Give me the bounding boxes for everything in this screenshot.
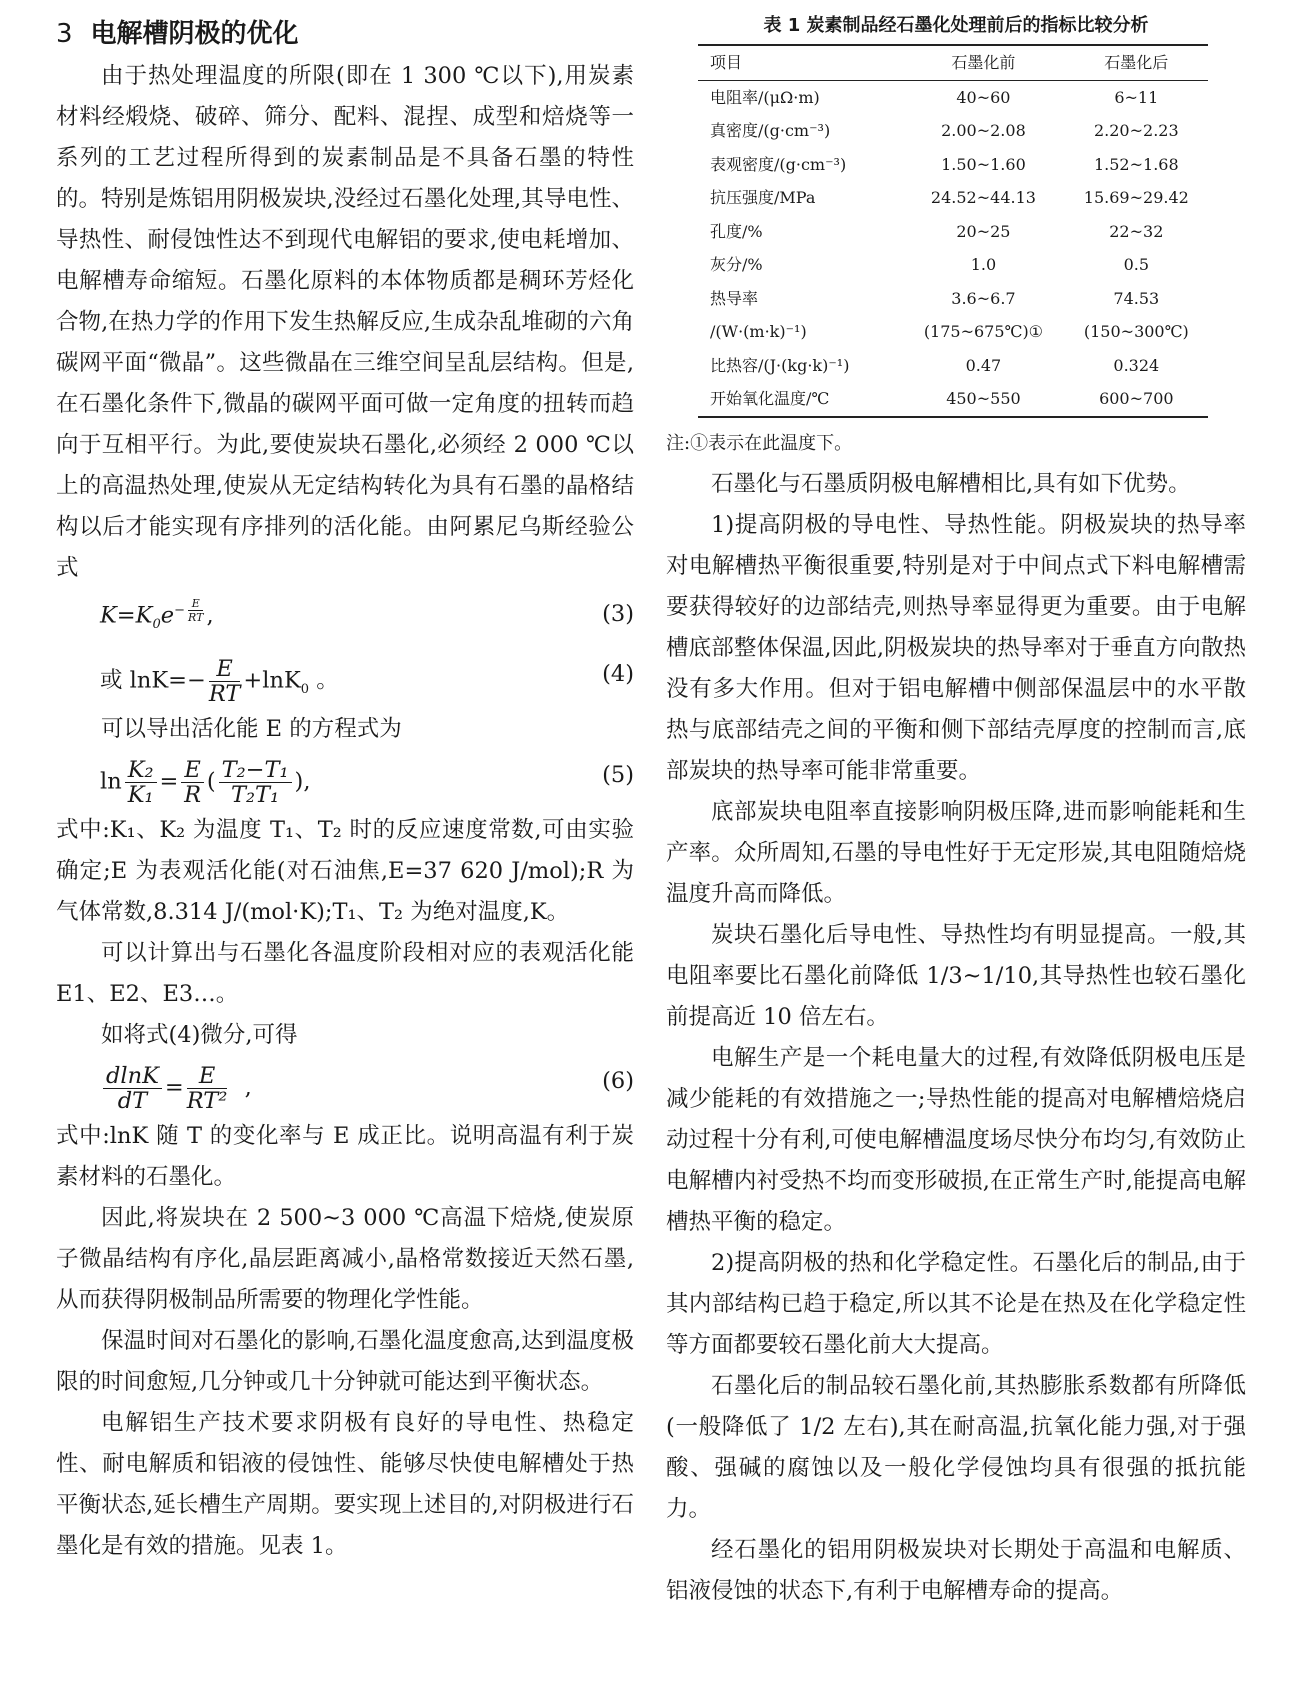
table-cell: 2.00~2.08 (941, 121, 1026, 140)
right-column (666, 14, 1246, 1612)
left-column (56, 14, 634, 1567)
section-number: 3 (56, 19, 73, 49)
table-cell: 22~32 (1109, 221, 1164, 241)
table-cell: 电阻率/(μΩ·m) (710, 87, 820, 107)
table-header: 项目 (698, 45, 902, 80)
table-cell: 15.69~29.42 (1083, 188, 1189, 207)
table-note: 注:①表示在此温度下。 (666, 432, 853, 454)
equation-tag: (3) (602, 601, 634, 627)
table-header: 石墨化后 (1065, 45, 1208, 80)
table-cell: 450~550 (902, 382, 1064, 417)
table-row (698, 181, 1208, 215)
equation-tag: (4) (602, 661, 634, 687)
table-cell: (175~675℃)① (923, 322, 1044, 341)
table-cell: 灰分/% (710, 255, 763, 274)
table-cell: 孔度/% (710, 221, 763, 241)
equation-6: $\frac{dlnK}{dT}$ = $\frac{E}{\text{RT²}}$ , (6) (56, 1056, 634, 1116)
table-cell: 真密度/(g·cm⁻³) (710, 121, 831, 140)
table-row (698, 215, 1208, 249)
paragraph: 石墨化与石墨质阴极电解槽相比,具有如下优势。 (711, 470, 1191, 497)
equation-tag: (5) (602, 762, 634, 788)
table-row (698, 315, 1208, 349)
table-row (698, 349, 1208, 383)
table-cell: 600~700 (1065, 382, 1208, 417)
table-row (698, 382, 1208, 417)
table-cell: 20~25 (956, 221, 1011, 241)
table-cell: 热导率 (710, 288, 759, 308)
paragraph: 保温时间对石墨化的影响,石墨化温度愈高,达到温度极限的时间愈短,几分钟或几十分钟就可能达到平衡状态。 (56, 1328, 634, 1395)
section-heading (56, 14, 634, 54)
table-cell: 2.20~2.23 (1093, 121, 1179, 140)
table-cell: 比热容/(J·(kg·k)⁻¹) (710, 355, 850, 375)
paragraph: 底部炭块电阻率直接影响阴极压降,进而影响能耗和生产率。众所周知,石墨的导电性好于无定形炭,其电阻随焙烧温度升高而降低。 (666, 798, 1246, 907)
table-cell: 74.53 (1113, 288, 1160, 308)
equation-3: $K=K_0e^{- \frac{E}{RT}}$ , (3) (100, 597, 634, 632)
table-cell: 40~60 (956, 87, 1011, 107)
table-cell: 6~11 (1114, 87, 1159, 107)
paragraph: 2)提高阴极的热和化学稳定性。石墨化后的制品,由于其内部结构已趋于稳定,所以其不论是在热及在化学稳定性等方面都要较石墨化前大大提高。 (666, 1249, 1246, 1358)
table-header-row (698, 45, 1208, 80)
table-row (698, 148, 1208, 182)
table-cell: 0.324 (1113, 355, 1160, 375)
paragraph: 炭块石墨化后导电性、导热性均有明显提高。一般,其电阻率要比石墨化前降低 1/3~1/10,其导热性也较石墨化前提高近 10 倍左右。 (666, 921, 1246, 1030)
table-row (698, 114, 1208, 148)
table-cell: 1.52~1.68 (1093, 154, 1179, 174)
comparison-table (698, 44, 1208, 418)
table-cell: 表观密度/(g·cm⁻³) (710, 154, 847, 174)
table-cell: 3.6~6.7 (951, 288, 1016, 308)
paragraph: 电解生产是一个耗电量大的过程,有效降低阴极电压是减少能耗的有效措施之一;导热性能的提高对电解槽焙烧启动过程十分有利,可使电解槽温度场尽快分布均匀,有效防止电解槽内衬受热不均而变形破损,在正常生产时,能提高电解槽热平衡的稳定。 (666, 1044, 1246, 1235)
table-cell: 1.50~1.60 (941, 154, 1026, 174)
paragraph: 如将式(4)微分,可得 (101, 1022, 298, 1048)
paragraph: 电解铝生产技术要求阴极有良好的导电性、热稳定性、耐电解质和铝液的侵蚀性、能够尽快使电解槽处于热平衡状态,延长槽生产周期。要实现上述目的,对阴极进行石墨化是有效的措施。见表 1。 (56, 1410, 634, 1559)
paragraph: 1)提高阴极的导电性、导热性能。阴极炭块的热导率对电解槽热平衡很重要,特别是对于中间点式下料电解槽需要获得较好的边部结壳,则热导率显得更为重要。由于电解槽底部整体保温,因此,阴极炭块的热导率对于垂直方向散热没有多大作用。但对于铝电解槽中侧部保温层中的水平散热与底部结壳之间的平衡和侧下部结壳厚度的控制而言,底部炭块的热导率可能非常重要。 (666, 511, 1246, 784)
table-row (698, 248, 1208, 282)
table-row (698, 282, 1208, 316)
equation-tag: (6) (602, 1068, 634, 1094)
table-cell: (150~300℃) (1083, 322, 1189, 341)
table-header: 石墨化前 (902, 45, 1064, 80)
paragraph: 由于热处理温度的所限(即在 1 300 ℃以下),用炭素材料经煅烧、破碎、筛分、配料、混捏、成型和焙烧等一系列的工艺过程所得到的炭素制品是不具备石墨的特性的。特别是炼铝用阴极炭块,没经过石墨化处理,其导电性、导热性、耐侵蚀性达不到现代电解铝的要求,使电耗增加、电解槽寿命缩短。石墨化原料的本体物质都是稠环芳烃化合物,在热力学的作用下发生热解反应,生成杂乱堆砌的六角碳网平面“微晶”。这些微晶在三维空间呈乱层结构。但是,在石墨化条件下,微晶的碳网平面可做一定角度的扭转而趋向于互相平行。为此,要使炭块石墨化,必须经 2 000 ℃以上的高温热处理,使炭从无定结构转化为具有石墨的晶格结构以后才能实现有序排列的活化能。由阿累尼乌斯经验公式 (56, 63, 634, 581)
paragraph: 经石墨化的铝用阴极炭块对长期处于高温和电解质、铝液侵蚀的状态下,有利于电解槽寿命的提高。 (666, 1536, 1246, 1604)
table-cell: 0.47 (965, 355, 1002, 375)
table-cell: 0.5 (1123, 255, 1150, 274)
paragraph: 因此,将炭块在 2 500~3 000 ℃高温下焙烧,使炭原子微晶结构有序化,晶层距离减小,晶格常数接近天然石墨,从而获得阴极制品所需要的物理化学性能。 (56, 1205, 634, 1313)
table-cell: 开始氧化温度/℃ (698, 382, 902, 417)
section-title: 电解槽阴极的优化 (90, 19, 299, 49)
table-cell: /(W·(m·k)⁻¹) (710, 322, 807, 341)
table-cell: 抗压强度/MPa (710, 188, 816, 207)
table-title: 表 1 炭素制品经石墨化处理前后的指标比较分析 (763, 15, 1149, 36)
paragraph: 可以导出活化能 E 的方程式为 (101, 716, 402, 742)
table-cell: 24.52~44.13 (930, 188, 1036, 207)
paragraph: 式中:K₁、K₂ 为温度 T₁、T₂ 时的反应速度常数,可由实验确定;E 为表观活化能(对石油焦,E=37 620 J/mol);R 为气体常数,8.314 J/(mol·K);T₁、T₂ 为绝对温度,K。 (56, 817, 634, 925)
paragraph: 可以计算出与石墨化各温度阶段相对应的表观活化能 E1、E2、E3…。 (56, 940, 634, 1007)
equation-4: 或 lnK=− $\frac{E}{RT}$ +lnK$_0$ 。 (4) (100, 656, 634, 707)
table-row (698, 80, 1208, 114)
equation-5: ln $\frac{\text{K₂}}{\text{K₁}}$ = $\frac{E}{R}$ ( $\frac{\text{T₂−T₁}}{\text{T₂T₁}}$ ), (5) (100, 757, 634, 808)
table-cell: 1.0 (970, 255, 997, 274)
paragraph: 式中:lnK 随 T 的变化率与 E 成正比。说明高温有利于炭素材料的石墨化。 (56, 1123, 634, 1190)
paragraph: 石墨化后的制品较石墨化前,其热膨胀系数都有所降低(一般降低了 1/2 左右),其在耐高温,抗氧化能力强,对于强酸、强碱的腐蚀以及一般化学侵蚀均具有很强的抵抗能力。 (666, 1372, 1246, 1522)
